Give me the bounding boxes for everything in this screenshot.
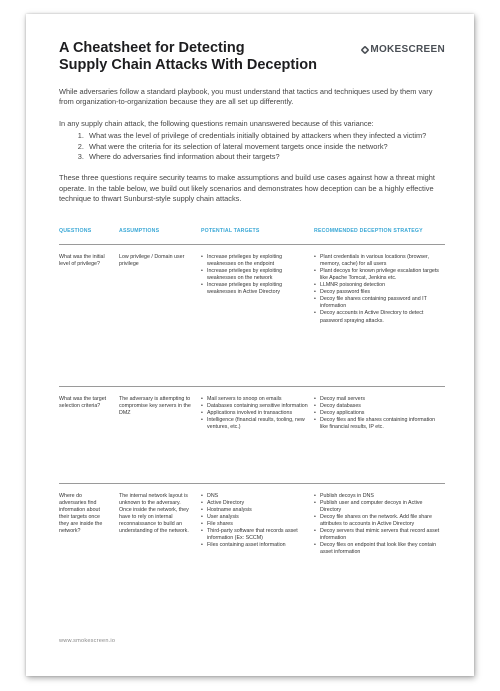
- assumption-cell: Low privilege / Domain user privilege: [119, 244, 201, 386]
- list-item: • DNS: [207, 493, 310, 500]
- list-item: • Publish user and computer decoys in Active Directory: [320, 500, 441, 514]
- list-item: • File shares: [207, 521, 310, 528]
- question-cell: What was the initial level of privilege?: [59, 244, 119, 386]
- closing-paragraph: These three questions require security teams to make assumptions and build use cases against how a threat might operate. In the table below, we build out likely scenarios and demonstrates how deception can be a highly effective technique to thwart Sunburst-style supply chain attacks.: [59, 173, 435, 204]
- list-item: • Plant decoys for known privilege escalation targets like Apache Tomcat, Jenkins etc.: [320, 268, 441, 282]
- list-item: • Increase privileges by exploiting weaknesses on the endpoint: [207, 254, 310, 268]
- list-item: • User analysis: [207, 514, 310, 521]
- intro-paragraph: While adversaries follow a standard playbook, you must understand that tactics and techniques used by them vary from organization-to-organization because they are all set up differently.: [59, 87, 433, 107]
- strategy-cell: [314, 386, 445, 483]
- strategy-list: [314, 493, 441, 557]
- targets-list: [201, 396, 310, 431]
- list-item: • Decoy databases: [320, 403, 441, 410]
- list-item: • Plant credentials in various locations (browser, memory, cache) for all users: [320, 254, 441, 268]
- deception-strategy-table: [59, 228, 445, 585]
- logo-s-icon: [361, 45, 370, 54]
- targets-cell: [201, 386, 314, 483]
- question-cell: Where do adversaries find information about their targets once they are inside the network?: [59, 483, 119, 585]
- question-list: [59, 131, 445, 162]
- assumption-cell: The adversary is attempting to compromise key servers in the DMZ: [119, 386, 201, 483]
- header-questions: QUESTIONS: [59, 227, 92, 234]
- targets-list: [201, 493, 310, 550]
- list-item: • Databases containing sensitive information: [207, 403, 310, 410]
- question-cell: What was the target selection criteria?: [59, 386, 119, 483]
- list-item: • Decoy file shares containing password and IT information: [320, 296, 441, 310]
- table-row: [59, 244, 445, 386]
- list-item: 1. What was the level of privilege of credentials initially obtained by attackers when they infected a victim?: [86, 131, 445, 141]
- logo-text: MOKESCREEN: [370, 44, 445, 55]
- list-item: 2. What were the criteria for its selection of lateral movement targets once inside the network?: [86, 142, 445, 152]
- list-item: • Decoy password files: [320, 289, 441, 296]
- list-item: • LLMNR poisoning detection: [320, 282, 441, 289]
- table-row: [59, 386, 445, 483]
- title-line-2: Supply Chain Attacks With Deception: [59, 57, 317, 73]
- strategy-list: [314, 254, 441, 325]
- assumption-cell: The internal network layout is unknown to the adversary. Once inside the network, they have to rely on internal reconnaissance to build an understanding of the network.: [119, 483, 201, 585]
- list-item: • Intelligence (financial results, tooling, new ventures, etc.): [207, 417, 310, 431]
- list-item: • Decoy files on endpoint that look like they contain asset information: [320, 542, 441, 556]
- list-item: • Hostname analysis: [207, 507, 310, 514]
- list-item: 3. Where do adversaries find information about their targets?: [86, 152, 445, 162]
- targets-cell: [201, 244, 314, 386]
- list-item: • Decoy accounts in Active Directory to detect password spraying attacks.: [320, 310, 441, 324]
- table-header-row: [59, 228, 445, 245]
- list-item: • Third-party software that records asset information (Ex: SCCM): [207, 528, 310, 542]
- header-potential-targets: POTENTIAL TARGETS: [201, 227, 260, 234]
- page-title: [59, 40, 329, 74]
- targets-cell: [201, 483, 314, 585]
- page-content: [59, 40, 445, 585]
- list-item: • Files containing asset information: [207, 542, 310, 549]
- targets-list: [201, 254, 310, 297]
- list-item: • Decoy files and file shares containing information like financial results, IP etc.: [320, 417, 441, 431]
- list-item: • Applications involved in transactions: [207, 410, 310, 417]
- list-item: • Decoy mail servers: [320, 396, 441, 403]
- list-item: • Increase privileges by exploiting weaknesses on the network: [207, 268, 310, 282]
- table-row: [59, 483, 445, 585]
- header-assumptions: ASSUMPTIONS: [119, 227, 160, 234]
- list-item: • Decoy file shares on the network. Add file share attributes to accounts in Active Directory: [320, 514, 441, 528]
- list-item: • Decoy servers that mimic servers that record asset information: [320, 528, 441, 542]
- footer-url: www.smokescreen.io: [59, 638, 116, 644]
- variance-paragraph: In any supply chain attack, the following questions remain unanswered because of this variance:: [59, 118, 374, 128]
- list-item: • Decoy applications: [320, 410, 441, 417]
- strategy-cell: [314, 483, 445, 585]
- list-item: • Increase privileges by exploiting weaknesses in Active Directory: [207, 282, 310, 296]
- strategy-cell: [314, 244, 445, 386]
- header-recommended-strategy: RECOMMENDED DECEPTION STRATEGY: [314, 227, 423, 234]
- smokescreen-logo: [361, 44, 445, 55]
- list-item: • Active Directory: [207, 500, 310, 507]
- strategy-list: [314, 396, 441, 431]
- title-line-1: A Cheatsheet for Detecting: [59, 40, 245, 56]
- cheatsheet-page: [26, 14, 474, 676]
- list-item: • Publish decoys in DNS: [320, 493, 441, 500]
- list-item: • Mail servers to snoop on emails: [207, 396, 310, 403]
